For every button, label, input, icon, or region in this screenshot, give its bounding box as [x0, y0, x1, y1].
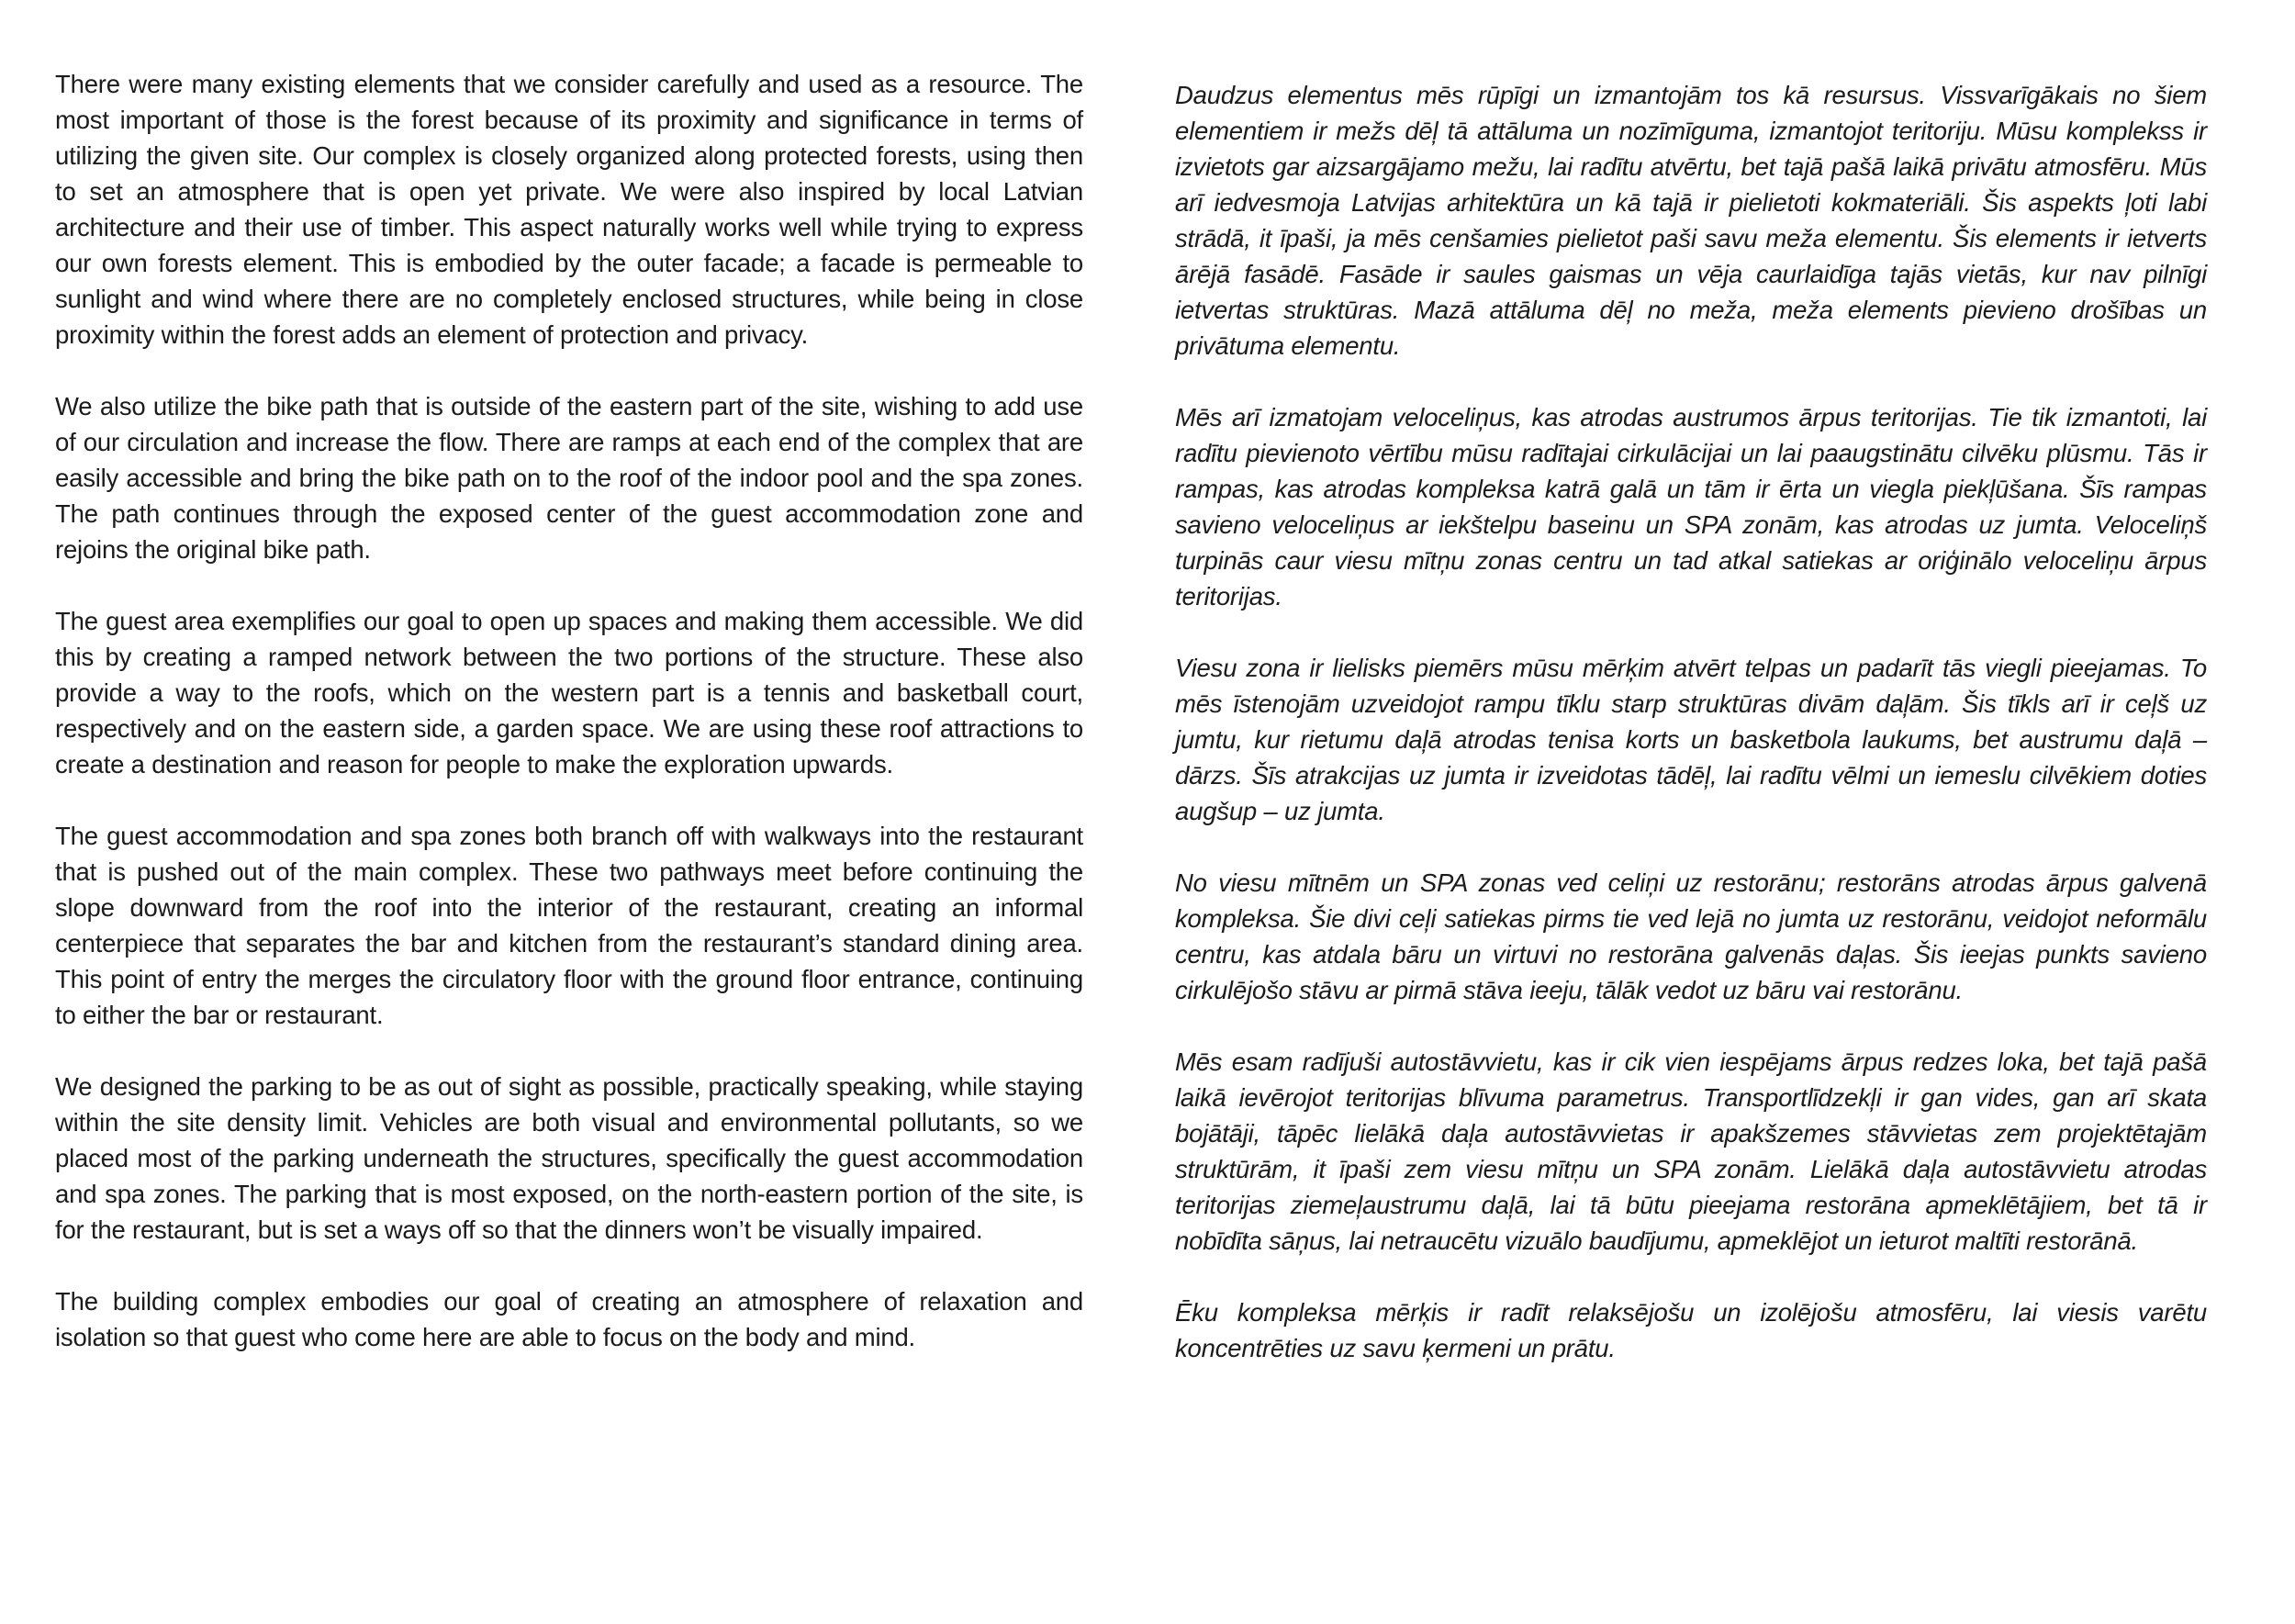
paragraph: The building complex embodies our goal of creating an atmosphere of relaxation and isolation so that guest who come here are able to focus on the body and mind.: [55, 1287, 1083, 1351]
paragraph: Daudzus elementus mēs rūpīgi un izmantojām tos kā resursus. Vissvarīgākais no šiem elementiem ir mežs dēļ tā attāluma un nozīmīguma, izmantojot teritoriju. Mūsu komplekss ir izvietots gar aizsargājamo mežu, lai radītu atvērtu, bet tajā pašā laikā privātu atmosfēru. Mūs arī iedvesmoja Latvijas arhitektūra un kā tajā ir pielietoti kokmateriāli. Šis aspekts ļoti labi strādā, it īpaši, ja mēs cenšamies pielietot paši savu meža elementu. Šis elements ir ietverts ārējā fasādē. Fasāde ir saules gaismas un vēja caurlaidīga tajās vietās, kur nav pilnīgi ietvertas struktūras. Mazā attāluma dēļ no meža, meža elements pievieno drošības un privātuma elementu.: [1175, 81, 2207, 360]
paragraph: There were many existing elements that we consider carefully and used as a resource. The most important of those is the forest because of its proximity and significance in terms of utilizing the given site. Our complex is closely organized along protected forests, using then to set an atmosphere that is open yet private. We were also inspired by local Latvian architecture and their use of timber. This aspect naturally works well while trying to express our own forests element. This is embodied by the outer facade; a facade is permeable to sunlight and wind where there are no completely enclosed structures, while being in close proximity within the forest adds an element of protection and privacy.: [55, 70, 1083, 349]
paragraph: The guest area exemplifies our goal to open up spaces and making them accessible. We did this by creating a ramped network between the two portions of the structure. These also provide a way to the roofs, which on the western part is a tennis and basketball court, respectively and on the eastern side, a garden space. We are using these roof attractions to create a destination and reason for people to make the exploration upwards.: [55, 607, 1083, 778]
english-column: [55, 66, 1083, 1587]
paragraph: Viesu zona ir lielisks piemērs mūsu mērķim atvērt telpas un padarīt tās viegli pieejamas. To mēs īstenojām uzveidojot rampu tīklu starp struktūras divām daļām. Šis tīkls arī ir ceļš uz jumtu, kur rietumu daļā atrodas tenisa korts un basketbola laukums, bet austrumu daļā – dārzs. Šīs atrakcijas uz jumta ir izveidotas tādēļ, lai radītu vēlmi un iemeslu cilvēkiem doties augšup – uz jumta.: [1175, 654, 2207, 825]
latvian-column: [1175, 77, 2207, 1587]
paragraph: No viesu mītnēm un SPA zonas ved celiņi uz restorānu; restorāns atrodas ārpus galvenā kompleksa. Šie divi ceļi satiekas pirms tie ved lejā no jumta uz restorānu, veidojot neformālu centru, kas atdala bāru un virtuvi no restorāna galvenās daļas. Šis ieejas punkts savieno cirkulējošo stāvu ar pirmā stāva ieeju, tālāk vedot uz bāru vai restorānu.: [1175, 868, 2207, 1004]
paragraph: Ēku kompleksa mērķis ir radīt relaksējošu un izolējošu atmosfēru, lai viesis varētu koncentrēties uz savu ķermeni un prātu.: [1175, 1298, 2207, 1362]
paragraph: Mēs esam radījuši autostāvvietu, kas ir cik vien iespējams ārpus redzes loka, bet tajā pašā laikā ievērojot teritorijas blīvuma parametrus. Transportlīdzekļi ir gan vides, gan arī skata bojātāji, tāpēc lielākā daļa autostāvvietas ir apakšzemes stāvvietas zem projektētajām struktūrām, it īpaši zem viesu mītņu un SPA zonām. Lielākā daļa autostāvvietu atrodas teritorijas ziemeļaustrumu daļā, lai tā būtu pieejama restorāna apmeklētājiem, bet tā ir nobīdīta sāņus, lai netraucētu vizuālo baudījumu, apmeklējot un ieturot maltīti restorānā.: [1175, 1047, 2207, 1255]
paragraph: Mēs arī izmatojam veloceliņus, kas atrodas austrumos ārpus teritorijas. Tie tik izmantoti, lai radītu pievienoto vērtību mūsu radītajai cirkulācijai un lai paaugstinātu cilvēku plūsmu. Tās ir rampas, kas atrodas kompleksa katrā galā un tām ir ērta un viegla piekļūšana. Šīs rampas savieno veloceliņus ar iekštelpu baseinu un SPA zonām, kas atrodas uz jumta. Veloceliņš turpinās caur viesu mītņu zonas centru un tad atkal satiekas ar oriģinālo veloceliņu ārpus teritorijas.: [1175, 403, 2207, 610]
paragraph: We designed the parking to be as out of sight as possible, practically speaking, while staying within the site density limit. Vehicles are both visual and environmental pollutants, so we placed most of the parking underneath the structures, specifically the guest accommodation and spa zones. The parking that is most exposed, on the north-eastern portion of the site, is for the restaurant, but is set a ways off so that the dinners won’t be visually impaired.: [55, 1072, 1083, 1244]
paragraph: We also utilize the bike path that is outside of the eastern part of the site, wishing to add use of our circulation and increase the flow. There are ramps at each end of the complex that are easily accessible and bring the bike path on to the roof of the indoor pool and the spa zones. The path continues through the exposed center of the guest accommodation zone and rejoins the original bike path.: [55, 392, 1083, 564]
paragraph: The guest accommodation and spa zones both branch off with walkways into the restaurant that is pushed out of the main complex. These two pathways meet before continuing the slope downward from the roof into the interior of the restaurant, creating an informal centerpiece that separates the bar and kitchen from the restaurant’s standard dining area. This point of entry the merges the circulatory floor with the ground floor entrance, continuing to either the bar or restaurant.: [55, 822, 1083, 1029]
